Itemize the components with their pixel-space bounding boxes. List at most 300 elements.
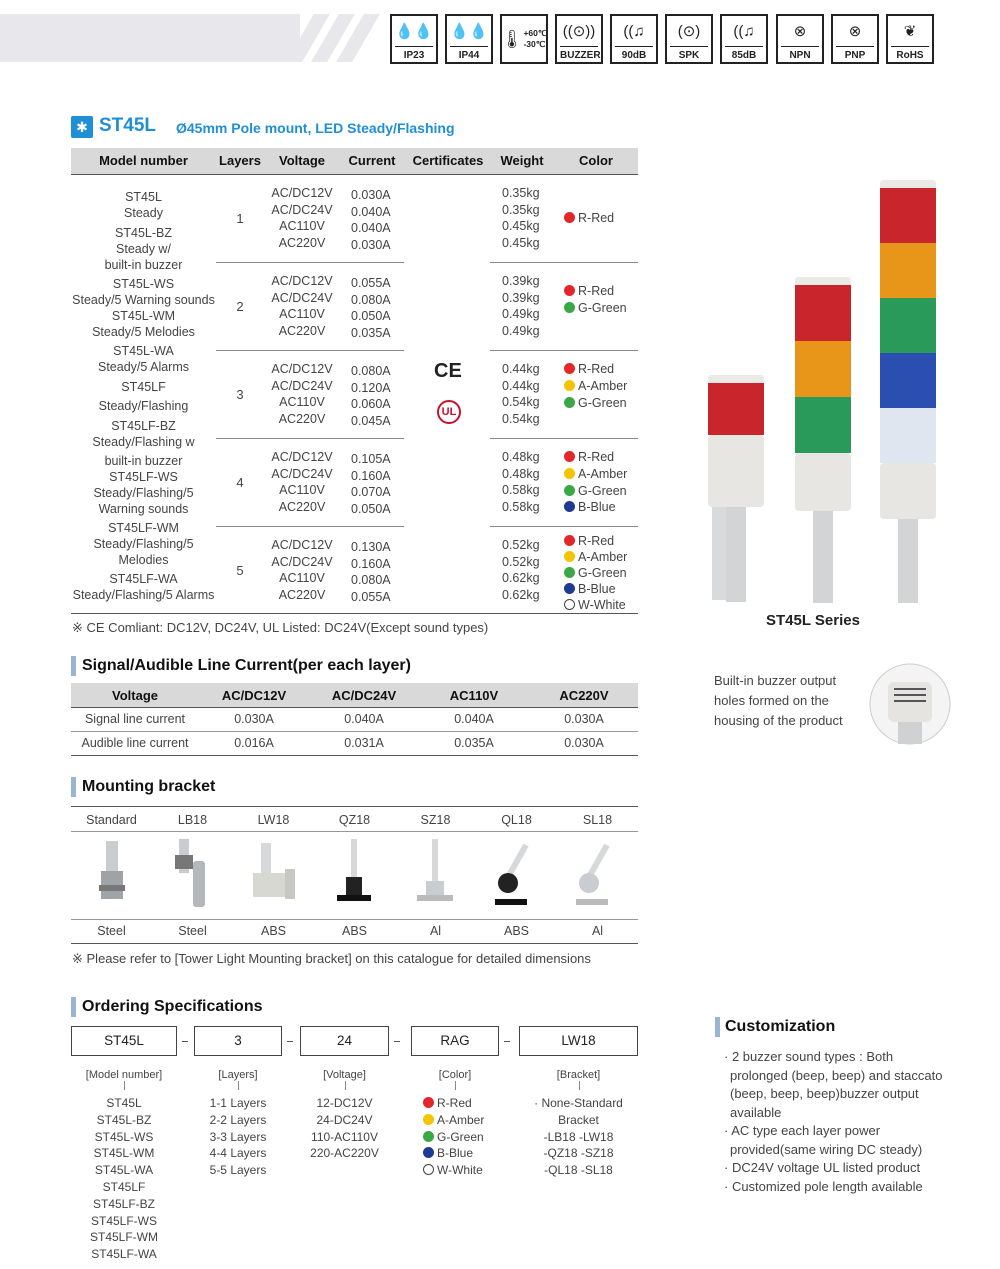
buzzer-icon bbox=[555, 14, 603, 64]
voltage-value: AC/DC12V bbox=[271, 362, 333, 376]
current-value: 0.050A bbox=[351, 501, 391, 516]
color-dot-icon bbox=[564, 397, 575, 408]
model-name: ST45L bbox=[125, 190, 162, 204]
model-name: Steady/Flashing/5 Alarms bbox=[72, 588, 215, 602]
spec-header: Voltage bbox=[279, 153, 325, 168]
color-label: R-Red bbox=[578, 211, 615, 225]
color-dot-icon bbox=[564, 583, 575, 594]
temp-top: +60℃ bbox=[523, 28, 548, 38]
bracket-name: Standard bbox=[86, 813, 137, 827]
row-divider bbox=[216, 526, 404, 527]
color-label: A-Amber bbox=[578, 550, 628, 564]
signal-cell: 0.040A bbox=[344, 712, 384, 726]
custom-line: provided(same wiring DC steady) bbox=[730, 1141, 923, 1157]
order-option bbox=[71, 1196, 177, 1212]
mounting-title: Mounting bracket bbox=[82, 778, 216, 795]
signal-header: Voltage bbox=[112, 688, 158, 703]
weight-value: 0.58kg bbox=[502, 483, 540, 497]
divider bbox=[71, 613, 638, 614]
spec-header: Certificates bbox=[412, 153, 484, 168]
divider bbox=[71, 806, 638, 807]
bracket-name: SL18 bbox=[582, 813, 613, 827]
color-dot-icon bbox=[564, 380, 575, 391]
spec-header: Layers bbox=[219, 153, 261, 168]
color-dot-icon bbox=[564, 285, 575, 296]
order-option-text: ST45L-BZ bbox=[96, 1112, 152, 1127]
divider bbox=[71, 755, 638, 756]
order-option bbox=[71, 1129, 177, 1145]
spec-header: Model number bbox=[99, 153, 188, 168]
weight-value: 0.54kg bbox=[502, 411, 540, 426]
lamp-icon: ✱ bbox=[71, 116, 93, 138]
order-option-text: -QZ18 -SZ18 bbox=[543, 1146, 614, 1161]
order-option-text: R-Red bbox=[437, 1096, 472, 1110]
85db-icon bbox=[720, 14, 768, 64]
buzzer-note-line: housing of the product bbox=[714, 713, 843, 728]
90db-symbol: ((♫ bbox=[623, 22, 645, 40]
current-value: 0.040A bbox=[351, 221, 391, 235]
ordering-title: Ordering Specifications bbox=[82, 998, 263, 1015]
bracket-name: QZ18 bbox=[338, 813, 371, 827]
current-value: 0.055A bbox=[351, 589, 391, 604]
current-value: 0.055A bbox=[351, 276, 391, 290]
custom-line: · AC type each layer power bbox=[724, 1123, 881, 1138]
order-option bbox=[300, 1145, 389, 1161]
order-option-text: A-Amber bbox=[437, 1112, 485, 1127]
voltage-value: AC110V bbox=[279, 395, 325, 409]
model-name: Steady/Flashing/5 bbox=[93, 537, 194, 551]
voltage-value: AC/DC24V bbox=[271, 202, 333, 217]
color-item bbox=[564, 378, 627, 395]
signal-header: AC220V bbox=[559, 688, 609, 703]
order-box: 24 bbox=[300, 1026, 389, 1056]
product-code: ST45L bbox=[99, 115, 157, 136]
temp-range bbox=[523, 28, 547, 50]
current-value: 0.070A bbox=[351, 485, 391, 499]
voltage-value: AC/DC24V bbox=[271, 290, 333, 305]
bracket-material: Al bbox=[591, 924, 604, 938]
weight-value: 0.39kg bbox=[502, 290, 540, 305]
voltage-value: AC/DC12V bbox=[271, 450, 333, 464]
buzzer-note-line: Built-in buzzer output bbox=[714, 673, 837, 688]
divider bbox=[71, 731, 638, 732]
mounting-note: ※ Please refer to [Tower Light Mounting bracket] on this catalogue for detailed dimensions bbox=[72, 951, 591, 966]
color-item bbox=[564, 565, 627, 582]
order-option bbox=[71, 1095, 177, 1111]
npn-icon bbox=[776, 14, 824, 64]
order-option bbox=[194, 1129, 282, 1145]
current-value: 0.060A bbox=[351, 397, 391, 411]
color-dot-icon bbox=[564, 551, 575, 562]
signal-cell: 0.031A bbox=[344, 736, 384, 750]
voltage-value: AC110V bbox=[279, 307, 325, 321]
layer-count: 2 bbox=[236, 299, 244, 314]
signal-cell: Audible line current bbox=[81, 736, 189, 750]
current-value: 0.105A bbox=[351, 452, 391, 466]
ce-mark-icon: CE bbox=[434, 360, 462, 382]
signal-header: AC/DC24V bbox=[331, 688, 397, 703]
order-option bbox=[71, 1179, 177, 1195]
order-dash bbox=[182, 1041, 188, 1042]
bracket-name: LB18 bbox=[177, 813, 208, 827]
order-option-text: W-White bbox=[437, 1163, 483, 1178]
row-divider bbox=[490, 262, 638, 263]
order-option bbox=[300, 1095, 389, 1111]
voltage-value: AC220V bbox=[278, 235, 326, 250]
order-option-text: ST45LF-WA bbox=[91, 1247, 157, 1262]
model-name: Steady/Flashing/5 bbox=[93, 486, 194, 500]
model-name: ST45LF bbox=[121, 380, 166, 394]
weight-value: 0.39kg bbox=[502, 274, 540, 288]
ip23-label: IP23 bbox=[395, 46, 433, 62]
bracket-material: Steel bbox=[97, 924, 126, 938]
color-item bbox=[564, 499, 616, 516]
ip44-label: IP44 bbox=[450, 46, 488, 62]
order-option bbox=[423, 1162, 511, 1178]
spk-icon bbox=[665, 14, 713, 64]
model-name: ST45LF-BZ bbox=[111, 419, 176, 433]
order-label: [Layers] bbox=[218, 1069, 258, 1081]
color-item bbox=[564, 449, 614, 466]
order-option-text: 2-2 Layers bbox=[209, 1112, 267, 1127]
label-tick bbox=[345, 1081, 346, 1090]
order-option bbox=[519, 1112, 638, 1128]
model-name: Steady w/ bbox=[116, 242, 171, 256]
buzzer-note-line: holes formed on the bbox=[714, 693, 829, 708]
ip44-symbol: 💧💧 bbox=[450, 23, 488, 40]
bracket-material: ABS bbox=[341, 924, 367, 938]
model-name: built-in buzzer bbox=[104, 454, 183, 468]
rohs-label: RoHS bbox=[891, 46, 929, 62]
model-name: Steady/5 Melodies bbox=[92, 325, 195, 339]
color-label: G-Green bbox=[578, 395, 627, 410]
row-divider bbox=[216, 350, 404, 351]
color-item bbox=[564, 361, 614, 378]
order-dash bbox=[504, 1041, 510, 1042]
label-tick bbox=[455, 1081, 456, 1090]
order-option-text: 220-AC220V bbox=[310, 1146, 379, 1161]
order-option bbox=[519, 1129, 638, 1145]
current-value: 0.160A bbox=[351, 468, 391, 483]
color-item bbox=[564, 581, 616, 598]
spec-header: Current bbox=[348, 153, 396, 168]
90db-label: 90dB bbox=[615, 46, 653, 62]
layer-count: 4 bbox=[236, 475, 244, 490]
order-option bbox=[423, 1145, 511, 1161]
current-value: 0.040A bbox=[351, 204, 391, 219]
order-option bbox=[194, 1112, 282, 1128]
section-bar bbox=[71, 656, 76, 676]
label-tick bbox=[579, 1081, 580, 1090]
color-item bbox=[564, 483, 627, 500]
order-option-text: ST45LF bbox=[102, 1180, 146, 1194]
color-label: A-Amber bbox=[578, 466, 628, 481]
color-item bbox=[564, 549, 627, 566]
temp-icon bbox=[500, 14, 548, 64]
color-dot-icon bbox=[564, 567, 575, 578]
custom-line: available bbox=[730, 1104, 782, 1120]
weight-value: 0.49kg bbox=[502, 323, 540, 338]
order-option-text: ST45L bbox=[106, 1096, 142, 1110]
row-divider bbox=[490, 350, 638, 351]
current-value: 0.050A bbox=[351, 309, 391, 323]
color-dot-icon bbox=[423, 1097, 434, 1108]
color-item bbox=[564, 533, 614, 550]
weight-value: 0.44kg bbox=[502, 378, 540, 393]
order-box: 3 bbox=[194, 1026, 282, 1056]
rohs-icon bbox=[886, 14, 934, 64]
color-item bbox=[564, 300, 627, 317]
color-dot-icon bbox=[564, 485, 575, 496]
npn-symbol: ⊗ bbox=[793, 23, 807, 40]
header-banner bbox=[0, 14, 300, 62]
spec-header: Weight bbox=[500, 153, 544, 168]
color-item bbox=[564, 395, 627, 412]
color-label: G-Green bbox=[578, 483, 627, 498]
ip44-icon bbox=[445, 14, 493, 64]
row-divider bbox=[216, 438, 404, 439]
color-dot-icon bbox=[564, 363, 575, 374]
label-tick bbox=[238, 1081, 239, 1090]
current-value: 0.120A bbox=[351, 380, 391, 395]
bracket-name: SZ18 bbox=[420, 813, 451, 827]
color-dot-icon bbox=[423, 1147, 434, 1158]
order-option bbox=[194, 1162, 282, 1178]
model-name: Steady/5 Alarms bbox=[97, 360, 189, 374]
color-label: B-Blue bbox=[578, 582, 616, 596]
order-option-text: 12-DC12V bbox=[316, 1096, 373, 1110]
order-option bbox=[71, 1229, 177, 1245]
model-name: Melodies bbox=[118, 553, 169, 567]
weight-value: 0.48kg bbox=[502, 466, 540, 481]
weight-value: 0.52kg bbox=[502, 538, 540, 552]
signal-cell: Signal line current bbox=[84, 712, 186, 726]
color-label: G-Green bbox=[578, 566, 627, 580]
voltage-value: AC/DC24V bbox=[271, 378, 333, 393]
order-option-text: 110-AC110V bbox=[311, 1129, 378, 1144]
bracket-material: Steel bbox=[178, 924, 207, 938]
bracket-material: ABS bbox=[260, 924, 286, 938]
bracket-material: ABS bbox=[503, 924, 529, 938]
color-dot-icon bbox=[564, 468, 575, 479]
label-tick bbox=[124, 1081, 125, 1090]
current-value: 0.130A bbox=[351, 540, 391, 554]
voltage-value: AC/DC24V bbox=[271, 466, 333, 481]
signal-cell: 0.040A bbox=[454, 712, 494, 726]
order-option-text: ST45L-WM bbox=[93, 1146, 155, 1161]
order-option-text: · None-Standard bbox=[534, 1096, 623, 1110]
order-option bbox=[519, 1162, 638, 1178]
order-option-text: Bracket bbox=[558, 1112, 599, 1127]
order-option-text: ST45L-WA bbox=[94, 1163, 154, 1178]
order-option bbox=[423, 1129, 511, 1145]
divider bbox=[71, 919, 638, 920]
color-dot-icon bbox=[564, 212, 575, 223]
85db-label: 85dB bbox=[725, 46, 763, 62]
signal-header: AC110V bbox=[449, 688, 499, 703]
color-label: G-Green bbox=[578, 300, 627, 315]
weight-value: 0.62kg bbox=[502, 587, 540, 602]
order-option-text: 4-4 Layers bbox=[209, 1146, 267, 1161]
current-value: 0.035A bbox=[351, 325, 391, 340]
current-value: 0.045A bbox=[351, 413, 391, 428]
signal-title: Signal/Audible Line Current(per each layer) bbox=[82, 657, 411, 674]
order-option bbox=[194, 1095, 282, 1111]
order-option-text: ST45L-WS bbox=[94, 1129, 154, 1144]
buzzer-detail-image bbox=[868, 662, 952, 746]
row-divider bbox=[490, 438, 638, 439]
custom-title: Customization bbox=[725, 1018, 836, 1035]
row-divider bbox=[490, 526, 638, 527]
model-name: Steady/5 Warning sounds bbox=[72, 293, 215, 307]
model-name: ST45L-WA bbox=[113, 344, 174, 358]
order-option-text: 1-1 Layers bbox=[209, 1096, 267, 1110]
order-label: [Color] bbox=[438, 1069, 472, 1081]
order-option bbox=[194, 1145, 282, 1161]
model-name: built-in buzzer bbox=[104, 258, 183, 272]
order-option bbox=[300, 1129, 389, 1145]
order-option bbox=[519, 1145, 638, 1161]
color-dot-icon bbox=[423, 1114, 434, 1125]
color-dot-icon bbox=[564, 302, 575, 313]
color-label: R-Red bbox=[578, 534, 615, 548]
voltage-value: AC/DC12V bbox=[271, 274, 333, 288]
spk-symbol: (⊙) bbox=[677, 23, 701, 40]
section-bar bbox=[71, 777, 76, 797]
current-value: 0.080A bbox=[351, 292, 391, 307]
voltage-value: AC/DC24V bbox=[271, 554, 333, 569]
voltage-value: AC220V bbox=[278, 587, 326, 602]
layer-count: 3 bbox=[236, 387, 244, 402]
series-label: ST45L Series bbox=[766, 612, 860, 629]
voltage-value: AC220V bbox=[278, 499, 326, 514]
model-name: ST45L-BZ bbox=[115, 226, 172, 240]
bracket-name: QL18 bbox=[501, 813, 532, 827]
spec-header: Color bbox=[579, 153, 613, 168]
custom-line: · Customized pole length available bbox=[724, 1178, 923, 1194]
buzzer-label: BUZZER bbox=[560, 46, 598, 62]
model-name: ST45L-WS bbox=[112, 277, 175, 291]
model-name: Steady bbox=[124, 206, 163, 220]
color-item bbox=[564, 210, 614, 227]
spk-label: SPK bbox=[670, 46, 708, 62]
color-dot-icon bbox=[423, 1164, 434, 1175]
order-option-text: G-Green bbox=[437, 1129, 484, 1144]
weight-value: 0.35kg bbox=[502, 202, 540, 217]
order-box: ST45L bbox=[71, 1026, 177, 1056]
color-label: W-White bbox=[578, 598, 626, 612]
weight-value: 0.35kg bbox=[502, 186, 540, 200]
ip23-icon bbox=[390, 14, 438, 64]
color-label: B-Blue bbox=[578, 500, 616, 515]
order-dash bbox=[394, 1041, 400, 1042]
order-box: RAG bbox=[411, 1026, 499, 1056]
order-option-text: 24-DC24V bbox=[316, 1112, 373, 1127]
weight-value: 0.54kg bbox=[502, 395, 540, 409]
color-dot-icon bbox=[564, 599, 575, 610]
weight-value: 0.44kg bbox=[502, 362, 540, 376]
order-option-text: -LB18 -LW18 bbox=[543, 1129, 614, 1144]
model-name: ST45LF-WA bbox=[109, 572, 178, 586]
order-option-text: 5-5 Layers bbox=[209, 1163, 267, 1178]
ul-mark-icon: UL bbox=[437, 400, 461, 424]
color-label: A-Amber bbox=[578, 378, 628, 393]
thermometer-icon: 🌡 bbox=[500, 28, 524, 49]
custom-line: (beep, beep, beep)buzzer output bbox=[730, 1086, 919, 1101]
signal-header: AC/DC12V bbox=[221, 688, 287, 703]
product-subtitle: Ø45mm Pole mount, LED Steady/Flashing bbox=[176, 120, 455, 136]
model-name: Steady/Flashing w bbox=[92, 435, 195, 449]
custom-line: · DC24V voltage UL listed product bbox=[724, 1160, 921, 1175]
order-option-text: ST45LF-WS bbox=[90, 1213, 157, 1228]
weight-value: 0.62kg bbox=[502, 571, 540, 585]
85db-symbol: ((♫ bbox=[733, 22, 755, 40]
bracket-material: Al bbox=[429, 924, 442, 938]
color-item bbox=[564, 283, 614, 300]
model-name: ST45LF-WM bbox=[108, 521, 179, 535]
color-dot-icon bbox=[564, 501, 575, 512]
order-label: [Voltage] bbox=[323, 1069, 366, 1081]
voltage-value: AC110V bbox=[279, 571, 325, 585]
bracket-images bbox=[71, 833, 638, 917]
order-option bbox=[300, 1112, 389, 1128]
tower-lights-image bbox=[700, 175, 950, 605]
weight-value: 0.58kg bbox=[502, 499, 540, 514]
custom-line: prolonged (beep, beep) and staccato bbox=[730, 1067, 943, 1083]
order-box: LW18 bbox=[519, 1026, 638, 1056]
order-option-text: -QL18 -SL18 bbox=[544, 1163, 613, 1178]
voltage-value: AC/DC12V bbox=[271, 538, 333, 552]
section-bar bbox=[71, 997, 76, 1017]
order-option-text: ST45LF-BZ bbox=[92, 1196, 155, 1211]
pnp-symbol: ⊗ bbox=[848, 23, 862, 40]
current-value: 0.030A bbox=[351, 188, 391, 202]
custom-line: · 2 buzzer sound types : Both bbox=[724, 1049, 894, 1064]
color-label: R-Red bbox=[578, 450, 615, 464]
ce-note: ※ CE Comliant: DC12V, DC24V, UL Listed: DC24V(Except sound types) bbox=[72, 620, 489, 635]
section-bar bbox=[715, 1017, 720, 1037]
order-option bbox=[519, 1095, 638, 1111]
order-option bbox=[423, 1095, 511, 1111]
layer-count: 1 bbox=[236, 211, 244, 226]
current-value: 0.030A bbox=[351, 237, 391, 252]
current-value: 0.080A bbox=[351, 364, 391, 378]
90db-icon bbox=[610, 14, 658, 64]
rohs-symbol: ❦ bbox=[903, 23, 917, 40]
model-name: Steady/Flashing bbox=[98, 399, 189, 413]
voltage-value: AC/DC12V bbox=[271, 186, 333, 200]
weight-value: 0.48kg bbox=[502, 450, 540, 464]
order-label: [Model number] bbox=[85, 1069, 163, 1081]
bracket-name: LW18 bbox=[257, 813, 290, 827]
model-name: ST45LF-WS bbox=[109, 470, 178, 484]
model-name: Warning sounds bbox=[98, 502, 189, 516]
voltage-value: AC110V bbox=[279, 483, 325, 497]
color-dot-icon bbox=[564, 535, 575, 546]
weight-value: 0.45kg bbox=[502, 235, 540, 250]
color-label: R-Red bbox=[578, 362, 615, 376]
color-item bbox=[564, 466, 627, 483]
ip23-symbol: 💧💧 bbox=[395, 23, 433, 40]
pnp-label: PNP bbox=[836, 46, 874, 62]
order-option bbox=[71, 1246, 177, 1262]
layer-count: 5 bbox=[236, 563, 244, 578]
temp-bottom: -30℃ bbox=[523, 39, 546, 49]
signal-cell: 0.030A bbox=[564, 736, 604, 750]
order-option bbox=[423, 1112, 511, 1128]
row-divider bbox=[216, 262, 404, 263]
current-value: 0.160A bbox=[351, 556, 391, 571]
